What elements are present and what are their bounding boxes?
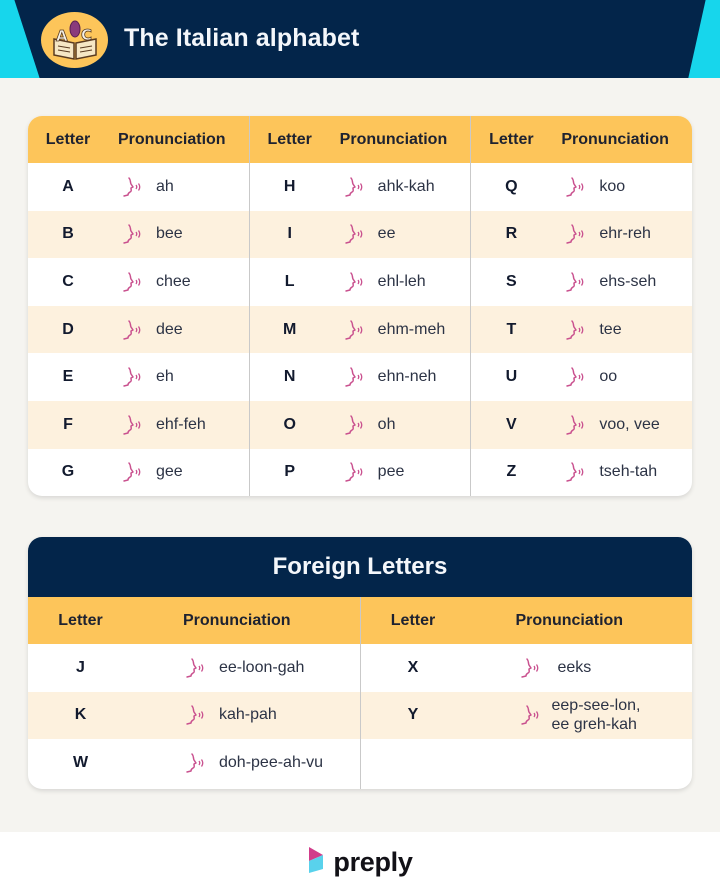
pronunciation-header: Pronunciation: [118, 130, 226, 148]
letter-cell: T: [506, 320, 517, 338]
pronunciation-cell: tseh-tah: [599, 463, 658, 481]
table-row: [471, 163, 692, 211]
pronunciation-header: Pronunciation: [561, 130, 669, 148]
alphabet-column-3: [471, 116, 692, 496]
letter-cell: Y: [407, 706, 419, 724]
table-header-row: [471, 116, 692, 163]
alphabet-column-1: [28, 116, 250, 496]
svg-text:A: A: [55, 27, 68, 45]
speaking-head-icon: [120, 365, 144, 389]
pronunciation-cell: ehm-meh: [377, 320, 446, 338]
letter-cell: L: [284, 272, 295, 290]
letter-header: Letter: [390, 611, 436, 629]
speaking-head-icon: [183, 703, 207, 727]
foreign-column-1: [28, 597, 361, 789]
pronunciation-cell: kah-pah: [219, 706, 277, 724]
letter-cell: V: [506, 415, 517, 433]
abc-book-icon: [41, 12, 108, 68]
pronunciation-cell: voo, vee: [599, 415, 660, 433]
alphabet-column-2: [250, 116, 472, 496]
table-row: [28, 163, 249, 211]
pronunciation-cell: koo: [599, 177, 626, 195]
preply-logo-icon: [307, 845, 325, 880]
table-row: [28, 353, 249, 401]
pronunciation-cell: eh: [156, 368, 174, 386]
letter-cell: I: [287, 225, 292, 243]
speaking-head-icon: [342, 365, 366, 389]
pronunciation-cell: ehf-feh: [156, 415, 206, 433]
letter-cell: Q: [505, 177, 518, 195]
letter-cell: H: [283, 177, 296, 195]
header-banner: [0, 0, 720, 78]
speaking-head-icon: [342, 318, 366, 342]
speaking-head-icon: [120, 175, 144, 199]
table-row-empty: [361, 739, 693, 787]
table-header-row: [361, 597, 693, 644]
table-row: [250, 306, 471, 354]
letter-header: Letter: [58, 611, 103, 629]
table-row: [250, 211, 471, 259]
table-header-row: [250, 116, 471, 163]
pronunciation-header: Pronunciation: [183, 611, 291, 629]
foreign-letters-title: Foreign Letters: [28, 537, 692, 597]
table-header-row: [28, 597, 360, 644]
pronunciation-cell: ehl-leh: [377, 272, 426, 290]
pronunciation-cell: ehr-reh: [599, 225, 651, 243]
pronunciation-cell: bee: [156, 225, 183, 243]
speaking-head-icon: [518, 703, 542, 727]
table-row: [471, 353, 692, 401]
pronunciation-cell: tee: [599, 320, 622, 338]
letter-cell: A: [62, 177, 74, 195]
speaking-head-icon: [120, 460, 144, 484]
brand-name: preply: [333, 847, 413, 877]
table-row: [250, 401, 471, 449]
pronunciation-cell: ee: [377, 225, 396, 243]
pronunciation-cell: oo: [599, 368, 618, 386]
table-row: [28, 644, 360, 692]
letter-cell: F: [63, 415, 73, 433]
speaking-head-icon: [342, 460, 366, 484]
pronunciation-header: Pronunciation: [515, 611, 624, 629]
pronunciation-cell: dee: [156, 320, 183, 338]
page-title: The Italian alphabet: [124, 24, 360, 52]
speaking-head-icon: [563, 270, 587, 294]
table-row: [250, 163, 471, 211]
table-row: [471, 449, 692, 496]
table-row: [250, 353, 471, 401]
pronunciation-cell: ee-loon-gah: [219, 658, 305, 676]
pronunciation-cell: chee: [156, 272, 191, 290]
table-row: [471, 401, 692, 449]
letter-header: Letter: [489, 130, 534, 148]
letter-cell: M: [283, 320, 297, 338]
speaking-head-icon: [563, 460, 587, 484]
letter-cell: O: [283, 415, 296, 433]
letter-cell: R: [505, 225, 518, 243]
letter-cell: C: [62, 272, 74, 290]
letter-header: Letter: [267, 130, 312, 148]
letter-cell: X: [407, 658, 419, 676]
table-row: [471, 306, 692, 354]
table-row: [28, 739, 360, 787]
speaking-head-icon: [183, 656, 207, 680]
speaking-head-icon: [120, 270, 144, 294]
pronunciation-cell: ahk-kah: [377, 177, 435, 195]
pronunciation-cell: pee: [377, 463, 405, 481]
speaking-head-icon: [563, 222, 587, 246]
alphabet-table: [28, 116, 692, 496]
foreign-column-2: [361, 597, 693, 789]
letter-cell: E: [62, 368, 74, 386]
table-row: [361, 644, 693, 692]
pronunciation-cell: ehn-neh: [377, 368, 437, 386]
letter-cell: B: [62, 225, 74, 243]
pronunciation-cell: oh: [377, 415, 396, 433]
letter-cell: Z: [506, 463, 517, 481]
speaking-head-icon: [120, 318, 144, 342]
pronunciation-cell: ah: [156, 177, 174, 195]
speaking-head-icon: [342, 413, 366, 437]
letter-header: Letter: [45, 130, 91, 148]
svg-text:C: C: [80, 26, 92, 44]
table-row: [28, 211, 249, 259]
speaking-head-icon: [563, 413, 587, 437]
footer: [0, 832, 720, 893]
table-row: [28, 692, 360, 740]
speaking-head-icon: [563, 175, 587, 199]
speaking-head-icon: [120, 222, 144, 246]
foreign-letters-table: [28, 537, 692, 789]
letter-cell: K: [74, 706, 87, 724]
letter-cell: U: [505, 368, 518, 386]
table-row: [28, 449, 249, 496]
speaking-head-icon: [518, 656, 542, 680]
speaking-head-icon: [563, 318, 587, 342]
pronunciation-header: Pronunciation: [339, 130, 448, 148]
table-row: [28, 306, 249, 354]
header-navy-panel: [0, 0, 720, 78]
letter-cell: W: [72, 753, 89, 771]
letter-cell: S: [506, 272, 517, 290]
pronunciation-cell: eeks: [557, 658, 592, 676]
speaking-head-icon: [120, 413, 144, 437]
letter-cell: N: [283, 368, 296, 386]
table-row: [471, 211, 692, 259]
table-row: [28, 258, 249, 306]
pronunciation-cell: doh-pee-ah-vu: [219, 753, 324, 771]
table-header-row: [28, 116, 249, 163]
table-row: [250, 449, 471, 496]
speaking-head-icon: [183, 751, 207, 775]
letter-cell: J: [76, 658, 85, 676]
letter-cell: D: [62, 320, 74, 338]
speaking-head-icon: [342, 222, 366, 246]
table-row: [471, 258, 692, 306]
table-row: [361, 692, 693, 740]
letter-cell: G: [61, 463, 75, 481]
speaking-head-icon: [342, 175, 366, 199]
letter-cell: P: [284, 463, 295, 481]
speaking-head-icon: [563, 365, 587, 389]
pronunciation-cell: eep-see-lon, ee greh-kah: [551, 697, 641, 734]
table-row: [250, 258, 471, 306]
pronunciation-cell: gee: [156, 463, 183, 481]
speaking-head-icon: [342, 270, 366, 294]
table-row: [28, 401, 249, 449]
pronunciation-cell: ehs-seh: [599, 272, 657, 290]
